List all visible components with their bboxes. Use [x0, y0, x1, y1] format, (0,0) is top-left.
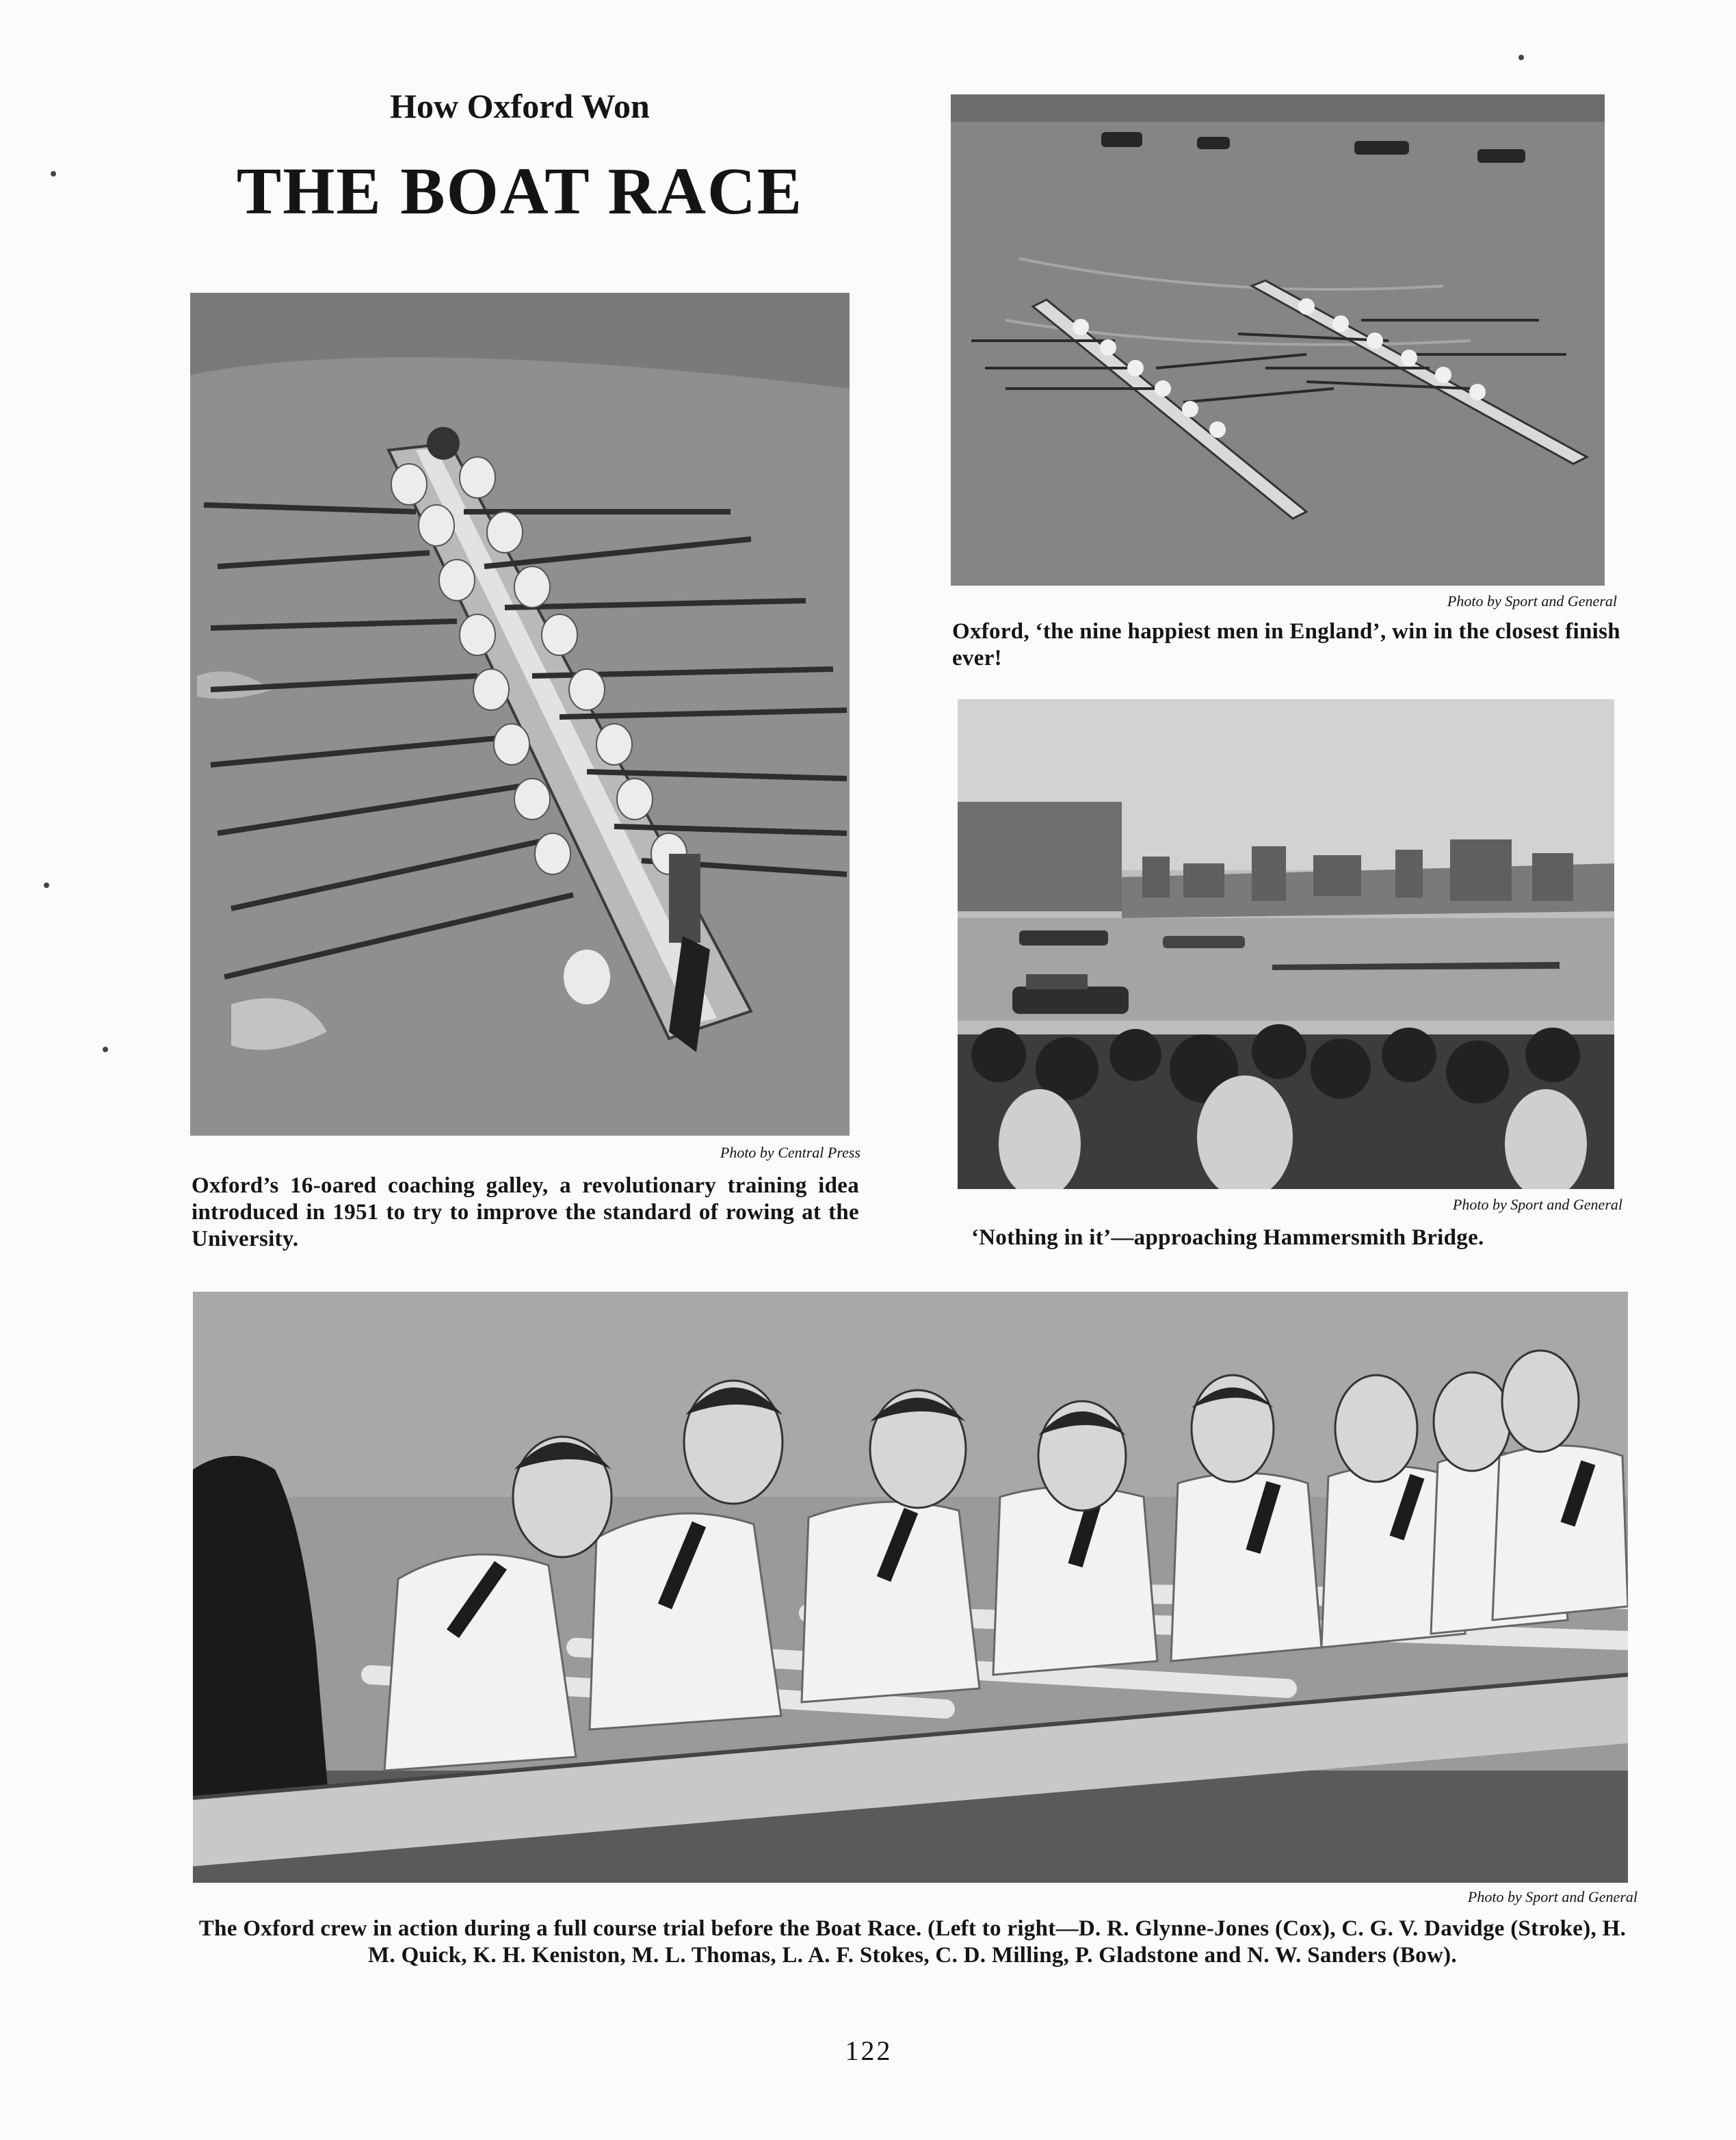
finish-caption: Oxford, ‘the nine happiest men in England’, win in the closest finish ever!: [952, 619, 1620, 670]
crew-photo-credit: Photo by Sport and General: [1467, 1888, 1638, 1905]
galley-caption: Oxford’s 16-oared coaching galley, a revolutionary training idea introduced in 1951 to try to improve the standard of rowing at the University.: [192, 1173, 859, 1251]
finish-photo: [951, 94, 1605, 586]
page-number: 122: [845, 2035, 893, 2066]
hammersmith-photo-credit: Photo by Sport and General: [1452, 1196, 1622, 1213]
hammersmith-photo: [958, 699, 1614, 1189]
scan-speck: [44, 883, 49, 888]
hammersmith-caption: ‘Nothing in it’—approaching Hammersmith Bridge.: [971, 1225, 1484, 1250]
article-title: THE BOAT RACE: [236, 155, 804, 229]
scan-speck: [103, 1047, 108, 1052]
crew-photo: [193, 1292, 1628, 1883]
article-kicker: How Oxford Won: [390, 87, 650, 125]
galley-photo: [190, 293, 850, 1136]
crew-caption: The Oxford crew in action during a full course trial before the Boat Race. (Left to right—D. R. Glynne-Jones (Cox), C. G. V. Davidge (Stroke), H. M. Quick, K. H. Keniston, M. L. Thomas, L. A. F. Stokes, C. D. Milling, P. Gladstone and N. W. Sanders (Bow).: [198, 1916, 1627, 1968]
finish-photo-credit: Photo by Sport and General: [1447, 592, 1617, 610]
scan-speck: [51, 171, 56, 177]
galley-photo-credit: Photo by Central Press: [720, 1144, 860, 1161]
scan-speck: [1518, 55, 1524, 60]
